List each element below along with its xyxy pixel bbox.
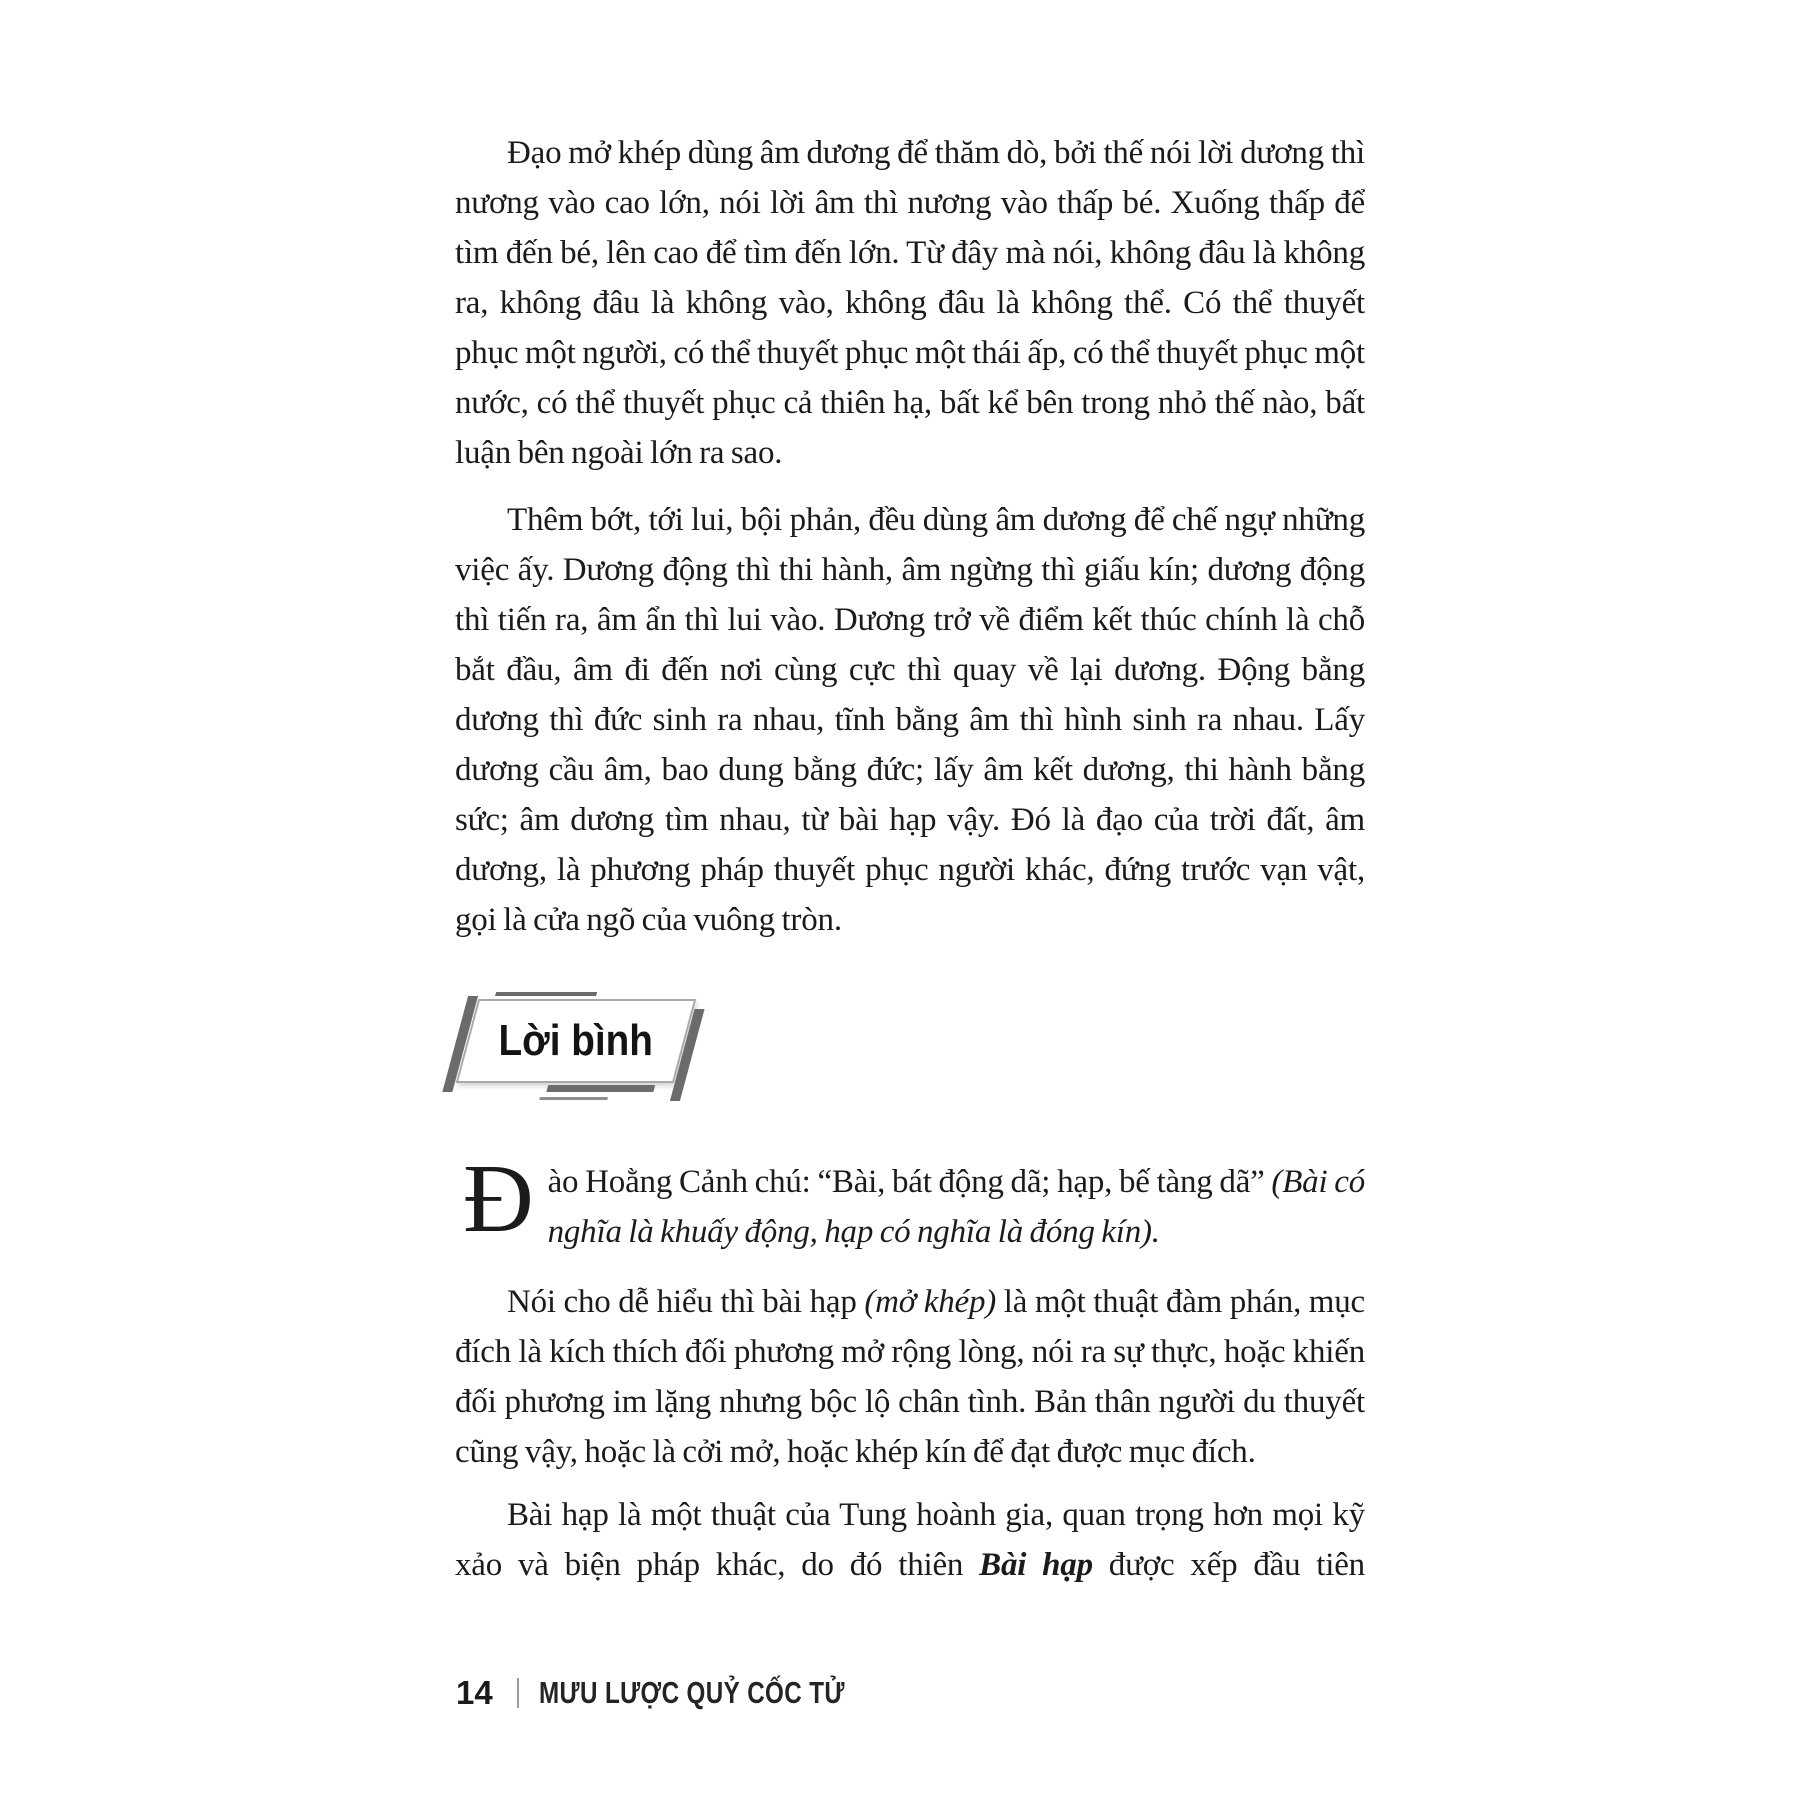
commentary-3-bold-italic: Bài hạp <box>979 1547 1093 1583</box>
paragraph-dao-mo-khep: Đạo mở khép dùng âm dương để thăm dò, bởi thế nói lời dương thì nương vào cao lớn, nói lời âm thì nương vào thấp bé. Xuống thấp để tìm đến bé, lên cao để tìm đến lớn. Từ đây mà nói, không đâu là không ra, không đâu là không vào, không đâu là không thể. Có thể thuyết phục một người, có thể thuyết phục một thái ấp, có thể thuyết phục một nước, có thể thuyết phục cả thiên hạ, bất kể bên trong nhỏ thế nào, bất luận bên ngoài lớn ra sao. <box>455 135 1365 471</box>
loi-binh-badge-box <box>456 999 697 1083</box>
commentary-3-roman-2: được xếp đầu tiên <box>1092 1547 1365 1583</box>
paragraph-bai-hap <box>455 1490 1365 1590</box>
book-title: MƯU LƯỢC QUỶ CỐC TỬ <box>538 1675 845 1710</box>
badge-left-accent-bar <box>442 996 478 1092</box>
page-content <box>455 128 1365 1607</box>
commentary-2-roman-1: Nói cho dễ hiểu thì bài hạp <box>507 1284 865 1320</box>
commentary-2-roman-2: là một thuật đàm phán, mục đích là kích thích đối phương mở rộng lòng, nói ra sự thực, hoặc khiến đối phương im lặng nhưng bộc lộ chân tình. Bản thân người du thuyết cũng vậy, hoặc là cởi mở, hoặc khép kín để đạt được mục đích. <box>455 1284 1366 1470</box>
drop-cap-letter: Đ <box>463 1145 534 1253</box>
footer-separator-bar <box>517 1678 519 1708</box>
badge-top-accent-line <box>495 992 597 996</box>
commentary-3-roman-1: Bài hạp là một thuật của Tung hoành gia, quan trọng hơn mọi kỹ xảo và biện pháp khác, do đó thiên <box>455 1497 1365 1583</box>
page-footer <box>456 1674 931 1712</box>
commentary-lead-italic: (Bài có nghĩa là khuấy động, hạp có nghĩa là đóng kín). <box>547 1164 1366 1250</box>
page-number: 14 <box>456 1674 493 1711</box>
section-title: Lời bình <box>498 1016 654 1065</box>
badge-right-accent-bar <box>670 1009 705 1101</box>
paragraph-them-bot: Thêm bớt, tới lui, bội phản, đều dùng âm dương để chế ngự những việc ấy. Dương động thì thi hành, âm ngừng thì giấu kín; dương động thì tiến ra, âm ẩn thì lui vào. Dương trở về điểm kết thúc chính là chỗ bắt đầu, âm đi đến nơi cùng cực thì quay về lại dương. Động bằng dương thì đức sinh ra nhau, tĩnh bằng âm thì hình sinh ra nhau. Lấy dương cầu âm, bao dung bằng đức; lấy âm kết dương, thi hành bằng sức; âm dương tìm nhau, từ bài hạp vậy. Đó là đạo của trời đất, âm dương, là phương pháp thuyết phục người khác, đứng trước vạn vật, gọi là cửa ngõ của vuông tròn. <box>455 502 1365 938</box>
commentary-2-italic: (mở khép) <box>864 1284 997 1320</box>
badge-bottom-accent-line <box>539 1097 608 1100</box>
loi-binh-badge <box>455 999 1365 1085</box>
paragraph-commentary-lead <box>455 1145 1366 1257</box>
paragraph-noi-cho-de-hieu <box>455 1277 1365 1477</box>
commentary-lead-roman: ào Hoằng Cảnh chú: “Bài, bát động dã; hạp, bế tàng dã” <box>547 1164 1272 1200</box>
badge-bottom-accent-bar <box>546 1085 655 1092</box>
